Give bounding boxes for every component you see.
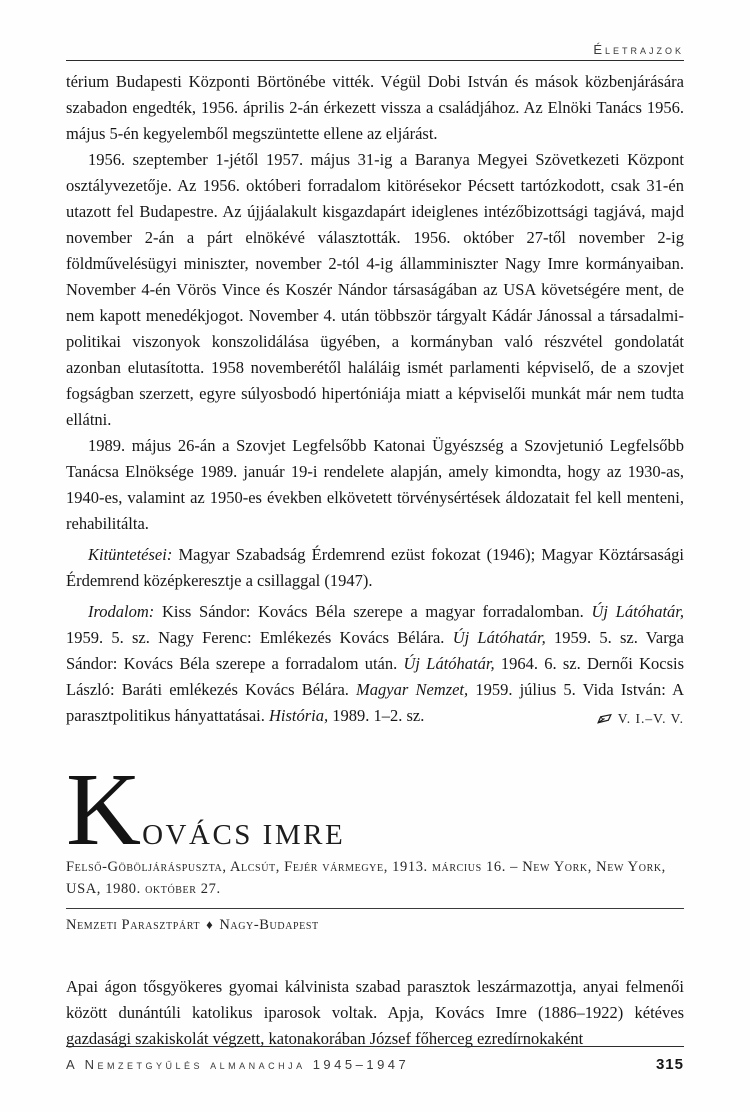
district-name: Nagy-Budapest xyxy=(219,917,319,933)
party-name: Nemzeti Parasztpárt xyxy=(66,917,201,933)
book-title: A Nemzetgyűlés almanachja 1945–1947 xyxy=(66,1057,410,1072)
literature-paragraph-wrap xyxy=(66,599,684,729)
writing-hand-icon xyxy=(596,712,613,725)
entry-body xyxy=(66,974,684,1052)
page-number: 315 xyxy=(655,1056,684,1073)
entry-vital-data: Felső-Göböljáráspuszta, Alcsút, Fejér vármegye, 1913. március 16. – New York, New York, USA, 1980. október 27. xyxy=(66,859,666,897)
running-head: Életrajzok xyxy=(66,0,684,61)
entry-divider xyxy=(66,908,684,909)
entry-name-dropcap: K xyxy=(66,752,142,867)
diamond-separator-icon: ♦ xyxy=(206,917,214,932)
previous-entry-continuation xyxy=(66,69,684,729)
paragraph: térium Budapesti Központi Börtönébe vitték. Végül Dobi István és mások közbenjárására szabadon engedték, 1956. április 2-án érkezett vissza a családjához. Az Elnöki Tanács 1956. május 5-én kegyelemből megszüntette ellene az eljárást. xyxy=(66,72,684,143)
entry-name-heading xyxy=(66,752,684,867)
entry-party-line xyxy=(66,917,684,934)
awards-paragraph: Kitüntetései: Magyar Szabadság Érdemrend ezüst fokozat (1946); Magyar Köztársasági Érdemrend középkeresztje a csillaggal (1947). xyxy=(66,545,684,590)
page-footer xyxy=(66,1046,684,1073)
paragraph: 1956. szeptember 1-jétől 1957. május 31-ig a Baranya Megyei Szövetkezeti Központ osztályvezetője. Az 1956. októberi forradalom kitörésekor Pécsett tartózkodott, csak 31-én utazott fel Budapestre. Az újjáalakult kisgazdapárt ideiglenes intézőbizottsági tagjává, majd november 2-án a párt elnökévé választották. 1956. október 27-től november 2-ig földművelésügyi miniszter, november 2-tól 4-ig államminiszter Nagy Imre kormányaiban. November 4-én Vörös Vince és Koszér Nándor társaságában az USA követségére ment, de nem kapott menedékjogot. November 4. után többször tárgyalt Kádár Jánossal a társadalmi-politikai viszonyok konszolidálása ügyében, a kormányban való részvétel gondolatát azonban elutasította. 1958 novemberétől haláláig ismét parlamenti képviselő, de a szovjet fogságban szerzett, egyre súlyosbodó hipertóniája miatt a képviselői munkát már nem tudta ellátni. xyxy=(66,150,684,429)
literature-paragraph: Irodalom: Kiss Sándor: Kovács Béla szerepe a magyar forradalomban. Új Látóhatár, 1959. 5. sz. Nagy Ferenc: Emlékezés Kovács Bélára. Új Látóhatár, 1959. 5. sz. Varga Sándor: Kovács Béla szerepe a forradalom után. Új Látóhatár, 1964. 6. sz. Dernői Kocsis László: Baráti emlékezés Kovács Bélára. Magyar Nemzet, 1959. július 5. Vida István: A parasztpolitikus hányattatásai. História, 1989. 1–2. sz. xyxy=(66,602,684,725)
author-initials: V. I.–V. V. xyxy=(617,711,684,726)
entry-kovacs-imre xyxy=(66,752,684,1052)
entry-name-rest: OVÁCS IMRE xyxy=(142,819,346,851)
author-signature xyxy=(596,711,684,727)
paragraph: Apai ágon tősgyökeres gyomai kálvinista szabad parasztok leszármazottja, anyai felmenői között dunántúli katolikus iparosok voltak. Apja, Kovács Imre (1886–1922) kétéves gazdasági szakiskolát végzett, katonakorában József főherceg ezredírnokaként xyxy=(66,977,684,1048)
paragraph: 1989. május 26-án a Szovjet Legfelsőbb Katonai Ügyészség a Szovjetunió Legfelsőbb Tanácsa Elnöksége 1989. január 19-i rendelete alapján, amely kimondta, hogy az 1930-as, 1940-es, valamint az 1950-es években elkövetett törvénysértések áldozatait fel kell menteni, rehabilitálta. xyxy=(66,436,684,533)
